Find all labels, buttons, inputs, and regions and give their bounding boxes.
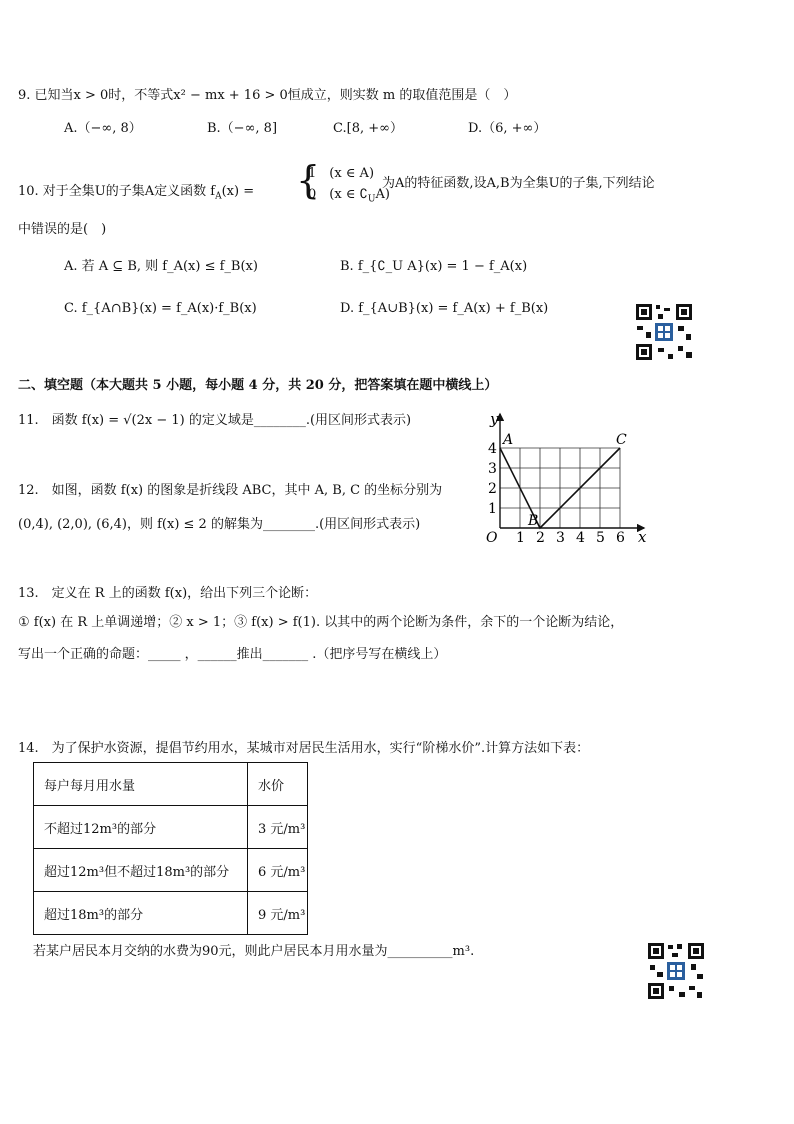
water-price-table — [33, 762, 308, 935]
x-tick-4: 4 — [576, 530, 585, 546]
y-tick-4: 4 — [488, 441, 497, 457]
x-tick-3: 3 — [556, 530, 565, 546]
q10-option-b: B. f_{∁_U A}(x) = 1 − f_A(x) — [340, 259, 528, 274]
q14-intro: 14. 为了保护水资源，提倡节约用水，某城市对居民生活用水，实行“阶梯水价”.计算方法如下表： — [18, 741, 590, 756]
q12-line-2: (0,4), (2,0), (6,4)，则 f(x) ≤ 2 的解集为________.(用区间形式表示) — [18, 517, 421, 532]
q10-case-0-end: A) — [375, 187, 390, 202]
x-tick-2: 2 — [536, 530, 545, 546]
q9-option-b: B.（−∞, 8] — [207, 121, 278, 136]
y-tick-3: 3 — [488, 461, 497, 477]
origin-label: O — [486, 530, 498, 546]
table-cell-price: 9 元/m³ — [248, 892, 308, 935]
point-a-label: A — [503, 432, 514, 448]
table-cell-price: 6 元/m³ — [248, 849, 308, 892]
q11-text: 11. 函数 f(x) = √(2x − 1) 的定义域是________.(用区间形式表示) — [18, 413, 412, 428]
y-tick-1: 1 — [488, 501, 497, 517]
table-header-row — [34, 763, 308, 806]
qr-code-icon — [634, 302, 694, 362]
axis-x-label: x — [638, 528, 647, 546]
table-row — [34, 806, 308, 849]
table-header-usage: 每户每月用水量 — [34, 763, 248, 806]
q10-stem-cont: 中错误的是( ) — [18, 222, 107, 237]
q10-stem-sub: A — [215, 191, 222, 202]
x-tick-1: 1 — [516, 530, 525, 546]
q10-option-a: A. 若 A ⊆ B, 则 f_A(x) ≤ f_B(x) — [64, 259, 258, 274]
q10-stem-a: 10. 对于全集U的子集A定义函数 f — [18, 184, 216, 199]
q13-line-1: 13. 定义在 R 上的函数 f(x)，给出下列三个论断： — [18, 586, 318, 601]
q12-line-1: 12. 如图，函数 f(x) 的图象是折线段 ABC，其中 A, B, C 的坐标分别为 — [18, 483, 443, 498]
q13-line-2: ① f(x) 在 R 上单调递增；② x > 1；③ f(x) > f(1). 以其中的两个论断为条件，余下的一个论断为结论， — [18, 615, 624, 630]
graph-grid — [500, 448, 620, 528]
q10-brace: { — [296, 158, 321, 202]
q10-stem-b: (x) = — [221, 184, 255, 199]
q10-option-c: C. f_{A∩B}(x) = f_A(x)·f_B(x) — [64, 301, 257, 316]
x-tick-6: 6 — [616, 530, 625, 546]
point-c-label: C — [616, 432, 627, 448]
section-2-title: 二、填空题（本大题共 5 小题，每小题 4 分，共 20 分，把答案填在题中横线上） — [18, 378, 498, 393]
q10-stem-c: 为A的特征函数,设A,B为全集U的子集,下列结论 — [382, 176, 655, 191]
q9-option-a: A.（−∞, 8） — [64, 121, 142, 136]
q13-line-3: 写出一个正确的命题：_____ ，______推出_______ .（把序号写在横线上） — [18, 647, 447, 662]
q10-case-0-a: 0 (x ∈ ∁ — [308, 187, 368, 202]
q10-option-d: D. f_{A∪B}(x) = f_A(x) + f_B(x) — [340, 301, 549, 316]
q10-case-0-sub: U — [367, 194, 376, 205]
q14-question: 若某户居民本月交纳的水费为90元，则此户居民本月用水量为__________m³. — [33, 944, 475, 959]
table-cell-price: 3 元/m³ — [248, 806, 308, 849]
point-b-label: B — [528, 513, 539, 529]
table-row — [34, 892, 308, 935]
q10-case-0 — [308, 183, 390, 205]
table-cell-usage: 超过12m³但不超过18m³的部分 — [34, 849, 248, 892]
q10-case-1: 1 (x ∈ A) — [308, 166, 375, 181]
table-cell-usage: 超过18m³的部分 — [34, 892, 248, 935]
y-tick-2: 2 — [488, 481, 497, 497]
table-header-price: 水价 — [248, 763, 308, 806]
table-cell-usage: 不超过12m³的部分 — [34, 806, 248, 849]
table-row — [34, 849, 308, 892]
q9-option-d: D.（6, +∞） — [468, 121, 547, 136]
axis-y-label: y — [490, 410, 499, 428]
qr-code-icon — [646, 941, 706, 1001]
q9-option-c: C.[8, +∞） — [333, 121, 403, 136]
q12-graph — [478, 408, 654, 546]
x-tick-5: 5 — [596, 530, 605, 546]
q9-stem: 9. 已知当x > 0时，不等式x² − mx + 16 > 0恒成立，则实数 m 的取值范围是（ ） — [18, 88, 517, 103]
